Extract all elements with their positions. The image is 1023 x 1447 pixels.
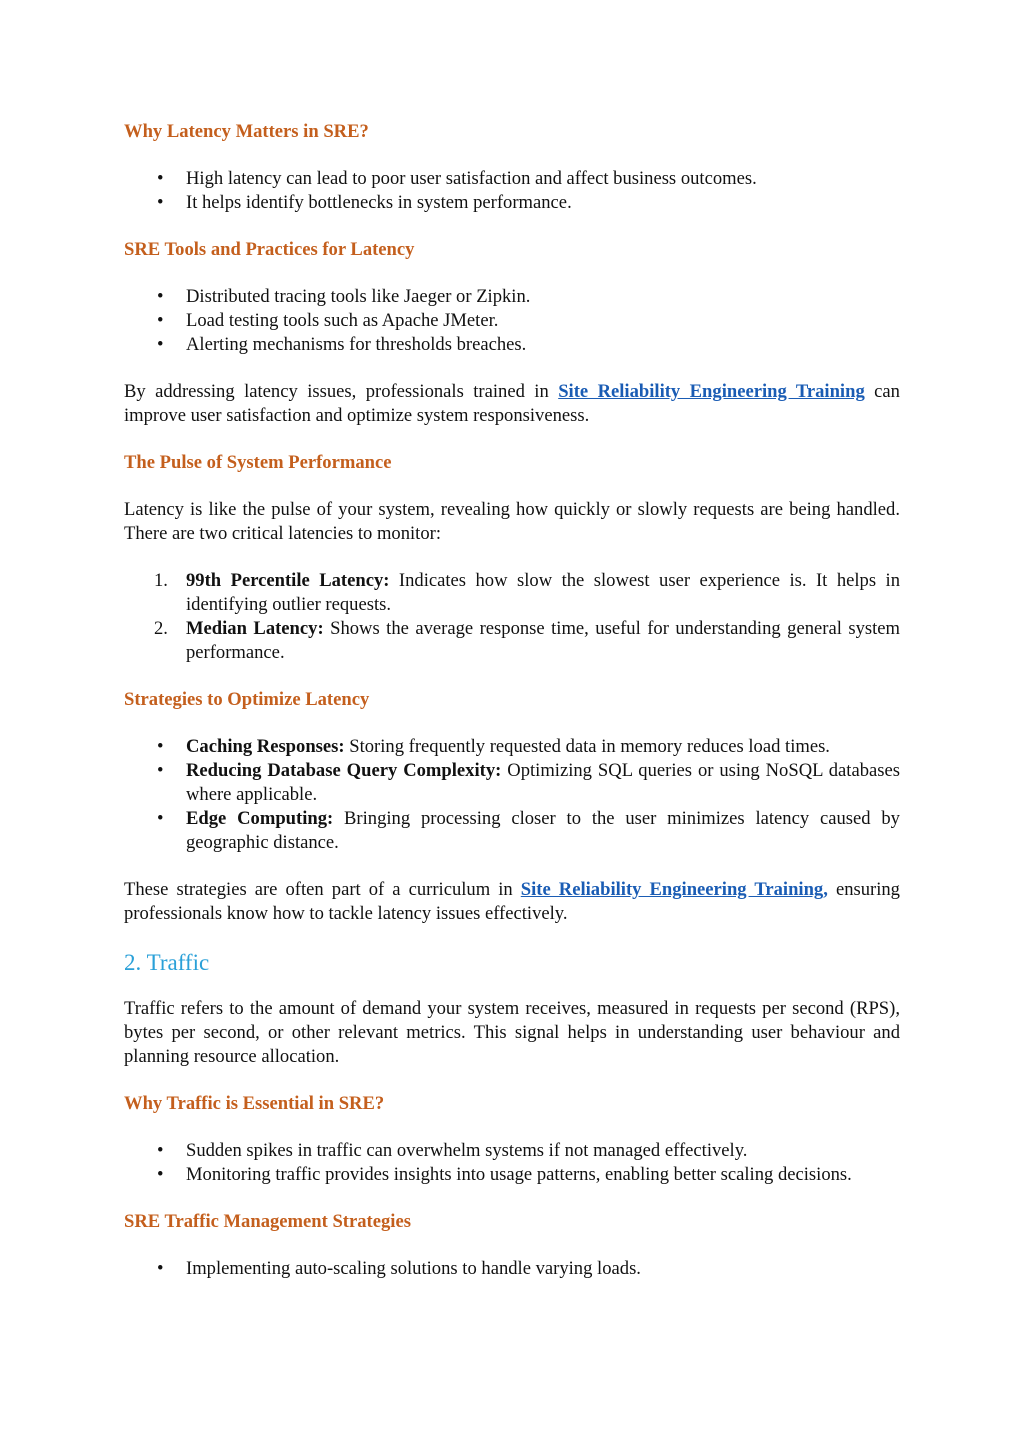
heading-traffic-strategies: SRE Traffic Management Strategies	[124, 1211, 411, 1232]
paragraph-pulse-intro: Latency is like the pulse of your system, revealing how quickly or slowly requests are being handled. There are two critical latencies to monitor:	[124, 499, 900, 544]
list-why-latency	[124, 167, 900, 215]
list-item: • Load testing tools such as Apache JMeter.	[157, 310, 499, 331]
bullet-icon: •	[157, 760, 164, 781]
bullet-icon: •	[157, 192, 164, 213]
paragraph-latency-training: By addressing latency issues, professionals trained in Site Reliability Engineering Training can improve user satisfaction and optimize system responsiveness.	[124, 381, 900, 426]
bullet-icon: •	[157, 334, 164, 355]
list-traffic-strategies	[124, 1257, 900, 1281]
bullet-icon: •	[157, 286, 164, 307]
list-item: • Alerting mechanisms for thresholds breaches.	[157, 334, 527, 355]
list-item: • It helps identify bottlenecks in system performance.	[157, 192, 572, 213]
list-number: 1.	[154, 570, 168, 591]
heading-pulse: The Pulse of System Performance	[124, 452, 392, 473]
list-latency-tools	[124, 285, 900, 357]
heading-why-traffic: Why Traffic is Essential in SRE?	[124, 1093, 385, 1114]
sre-training-link-2[interactable]: Site Reliability Engineering Training,	[520, 879, 828, 900]
paragraph-strategies-closing: These strategies are often part of a curriculum in Site Reliability Engineering Training, ensuring professionals know how to tackle latency issues effectively.	[124, 879, 900, 924]
list-item: • Implementing auto-scaling solutions to handle varying loads.	[157, 1258, 641, 1279]
list-item: • Sudden spikes in traffic can overwhelm systems if not managed effectively.	[157, 1140, 748, 1161]
document-page	[124, 120, 900, 1304]
bullet-icon: •	[157, 808, 164, 829]
list-item: 2. Median Latency: Shows the average response time, useful for understanding general system performance.	[154, 618, 900, 663]
bullet-icon: •	[157, 168, 164, 189]
sre-training-link[interactable]: Site Reliability Engineering Training	[558, 381, 865, 402]
bullet-icon: •	[157, 1164, 164, 1185]
list-number: 2.	[154, 618, 168, 639]
heading-latency-tools: SRE Tools and Practices for Latency	[124, 239, 415, 260]
list-item: • High latency can lead to poor user satisfaction and affect business outcomes.	[157, 168, 757, 189]
heading-why-latency: Why Latency Matters in SRE?	[124, 121, 369, 142]
list-why-traffic	[124, 1139, 900, 1187]
bullet-icon: •	[157, 1258, 164, 1279]
heading-strategies: Strategies to Optimize Latency	[124, 689, 370, 710]
paragraph-traffic-intro: Traffic refers to the amount of demand your system receives, measured in requests per second (RPS), bytes per second, or other relevant metrics. This signal helps in understanding user behaviour and planning resource allocation.	[124, 998, 900, 1067]
list-item: • Edge Computing: Bringing processing closer to the user minimizes latency caused by geographic distance.	[157, 808, 900, 853]
list-item: • Reducing Database Query Complexity: Optimizing SQL queries or using NoSQL databases where applicable.	[157, 760, 900, 805]
list-item: • Caching Responses: Storing frequently requested data in memory reduces load times.	[157, 736, 830, 757]
bullet-icon: •	[157, 736, 164, 757]
heading-traffic: 2. Traffic	[124, 950, 210, 975]
list-strategies	[124, 735, 900, 855]
list-item: • Monitoring traffic provides insights into usage patterns, enabling better scaling decisions.	[157, 1164, 852, 1185]
bullet-icon: •	[157, 310, 164, 331]
bullet-icon: •	[157, 1140, 164, 1161]
list-item: • Distributed tracing tools like Jaeger or Zipkin.	[157, 286, 531, 307]
list-critical-latencies	[124, 569, 900, 665]
list-item: 1. 99th Percentile Latency: Indicates how slow the slowest user experience is. It helps in identifying outlier requests.	[154, 570, 900, 615]
